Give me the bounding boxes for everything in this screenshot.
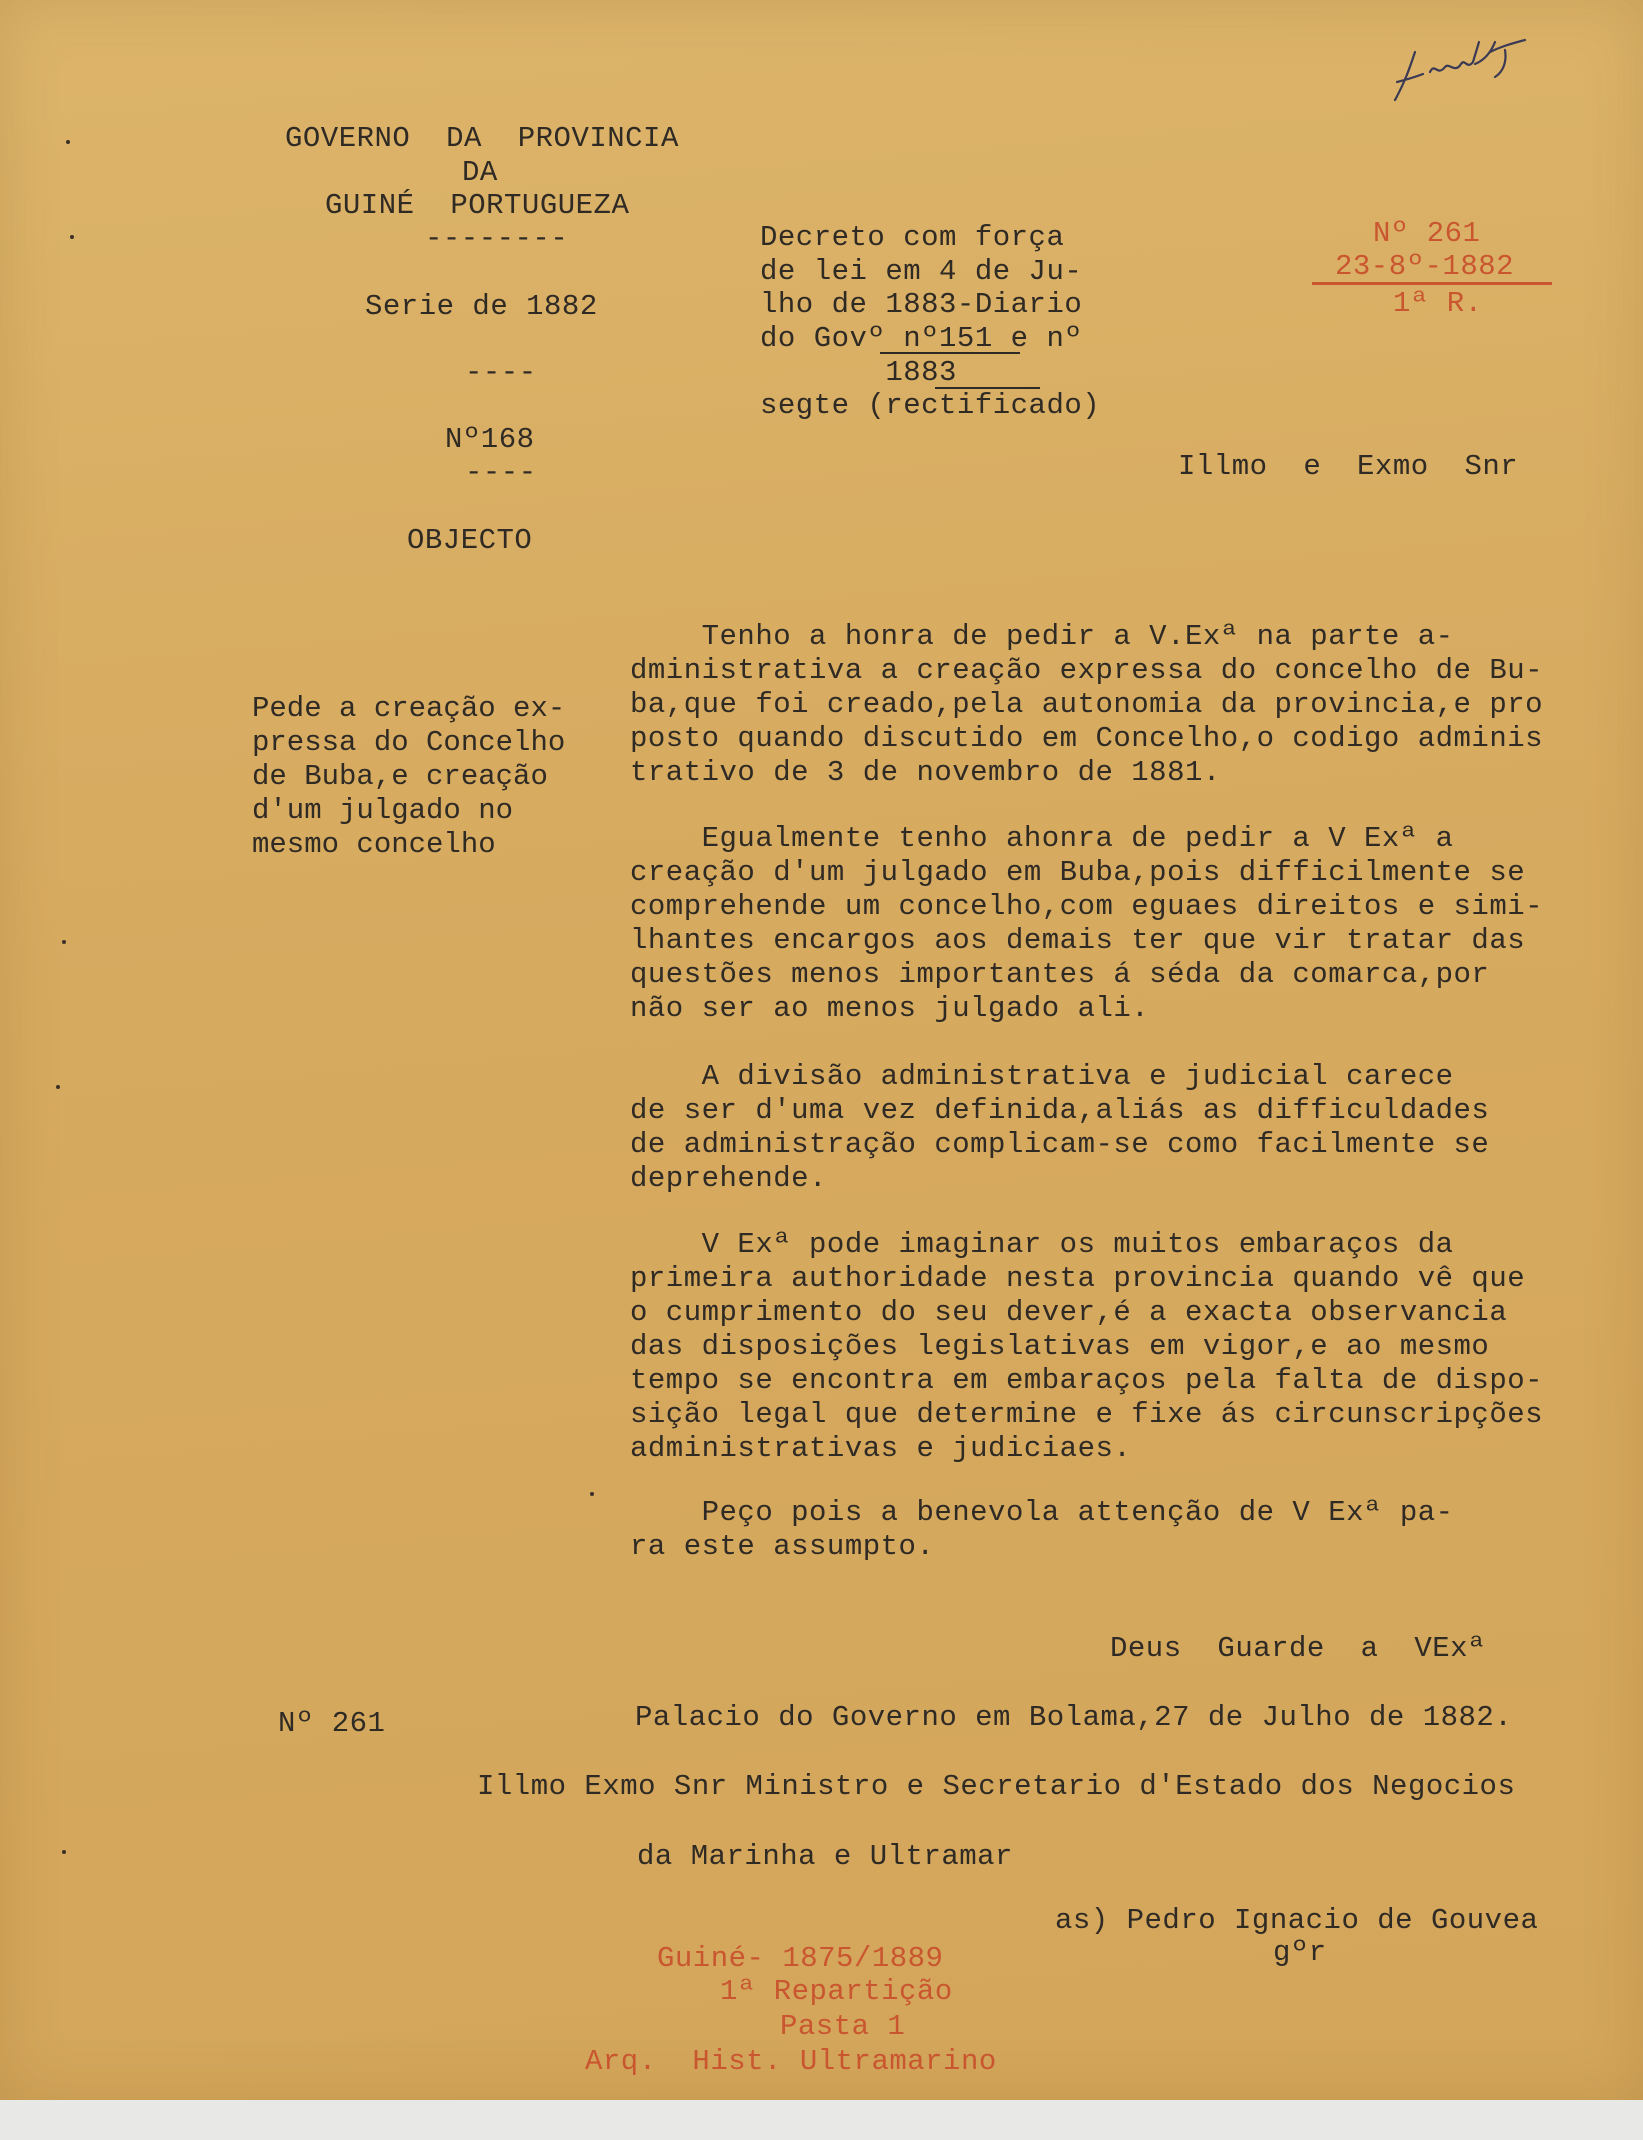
closing-palacio: Palacio do Governo em Bolama,27 de Julho de 1882. [635,1701,1513,1734]
margin-note [252,692,565,862]
paragraph-line: questões menos importantes á séda da comarca,por [630,958,1490,991]
paragraph-line: de administração complicam-se como facilmente se [630,1128,1490,1161]
document-number: Nº168 [445,423,535,456]
paragraph-2 [630,822,1640,1026]
paper-speck [56,1085,60,1089]
paragraph-line: das disposições legislativas em vigor,e ao mesmo [630,1330,1490,1363]
closing-signed-title: gºr [1273,1936,1327,1969]
archive-line-2: 1ª Repartição [720,1975,953,2008]
paper-speck [66,140,70,144]
paragraph-line: administrativas e judiciaes. [630,1432,1132,1465]
paragraph-line: Tenho a honra de pedir a V.Exª na parte a- [630,620,1454,653]
paragraph-line: posto quando discutido em Concelho,o codigo adminis [630,722,1544,755]
paragraph-line: V Exª pode imaginar os muitos embaraços da [630,1228,1454,1261]
paragraph-line: comprehende um concelho,com eguaes direitos e simi- [630,890,1544,923]
decree-line-4: do Govº nº151 e nº [760,322,1083,355]
paragraph-line: de ser d'uma vez definida,aliás as difficuldades [630,1094,1490,1127]
serie-label: Serie de 1882 [365,290,598,323]
margin-note-line: mesmo concelho [252,828,496,861]
paper-speck [70,235,74,239]
closing-address-2: da Marinha e Ultramar [637,1840,1013,1873]
archive-line-4: Arq. Hist. Ultramarino [585,2045,997,2078]
header-dashes: -------- [425,222,569,255]
paragraph-line: dministrativa a creação expressa do concelho de Bu- [630,654,1544,687]
header-guine: GUINÉ PORTUGUEZA [325,189,630,222]
decree-underline [880,352,1020,354]
paragraph-line: A divisão administrativa e judicial carece [630,1060,1454,1093]
margin-note-line: de Buba,e creação [252,760,548,793]
paragraph-line: deprehende. [630,1162,827,1195]
paragraph-1 [630,620,1640,790]
closing-deus: Deus Guarde a VExª [1110,1632,1486,1665]
dashes-short: ---- [465,356,537,389]
paragraph-line: não ser ao menos julgado ali. [630,992,1150,1025]
stamp-repartition: 1ª R. [1393,287,1483,320]
header-governo: GOVERNO DA PROVINCIA [285,122,679,155]
decree-line-2: de lei em 4 de Ju- [760,255,1083,288]
paragraph-line: ba,que foi creado,pela autonomia da provincia,e pro [630,688,1544,721]
closing-address-1: Illmo Exmo Snr Ministro e Secretario d'Estado dos Negocios [477,1770,1516,1803]
stamp-rule [1312,282,1552,285]
handwritten-signature [1375,22,1545,112]
paragraph-line: trativo de 3 de novembro de 1881. [630,756,1221,789]
paper-speck [62,1850,66,1854]
paragraph-line: Peço pois a benevola attenção de V Exª pa- [630,1496,1454,1529]
stamp-date: 23-8º-1882 [1335,250,1515,283]
paragraph-line: tempo se encontra em embaraços pela falta de dispo- [630,1364,1544,1397]
decree-line-6: segte (rectificado) [760,389,1101,422]
dashes-short-2: ---- [465,456,537,489]
decree-line-3: lho de 1883-Diario [760,288,1083,321]
archive-line-3: Pasta 1 [780,2010,906,2043]
paragraph-line: ra este assumpto. [630,1530,935,1563]
objecto-label: OBJECTO [407,524,533,557]
paragraph-line: sição legal que determine e fixe ás circunscripções [630,1398,1544,1431]
closing-number: Nº 261 [278,1707,386,1740]
margin-note-line: Pede a creação ex- [252,692,566,725]
paragraph-line: lhantes encargos aos demais ter que vir tratar das [630,924,1526,957]
salutation: Illmo e Exmo Snr [1178,450,1519,483]
margin-note-line: pressa do Concelho [252,726,566,759]
closing-signed: as) Pedro Ignacio de Gouvea [1055,1904,1539,1937]
paper-speck [590,1492,594,1496]
paragraph-line: o cumprimento do seu dever,é a exacta observancia [630,1296,1508,1329]
paragraph-4 [630,1228,1640,1466]
header-da: DA [462,156,498,189]
archive-line-1: Guiné- 1875/1889 [657,1942,944,1975]
decree-line-5: 1883 [760,356,957,389]
paragraph-line: creação d'um julgado em Buba,pois difficilmente se [630,856,1526,889]
margin-note-line: d'um julgado no [252,794,514,827]
paragraph-5 [630,1496,1640,1564]
paragraph-line: primeira authoridade nesta provincia quando vê que [630,1262,1526,1295]
decree-line-1: Decreto com força [760,221,1065,254]
paragraph-3 [630,1060,1640,1196]
stamp-number: Nº 261 [1373,217,1481,250]
paper-speck [62,940,66,944]
paragraph-line: Egualmente tenho ahonra de pedir a V Exª a [630,822,1454,855]
